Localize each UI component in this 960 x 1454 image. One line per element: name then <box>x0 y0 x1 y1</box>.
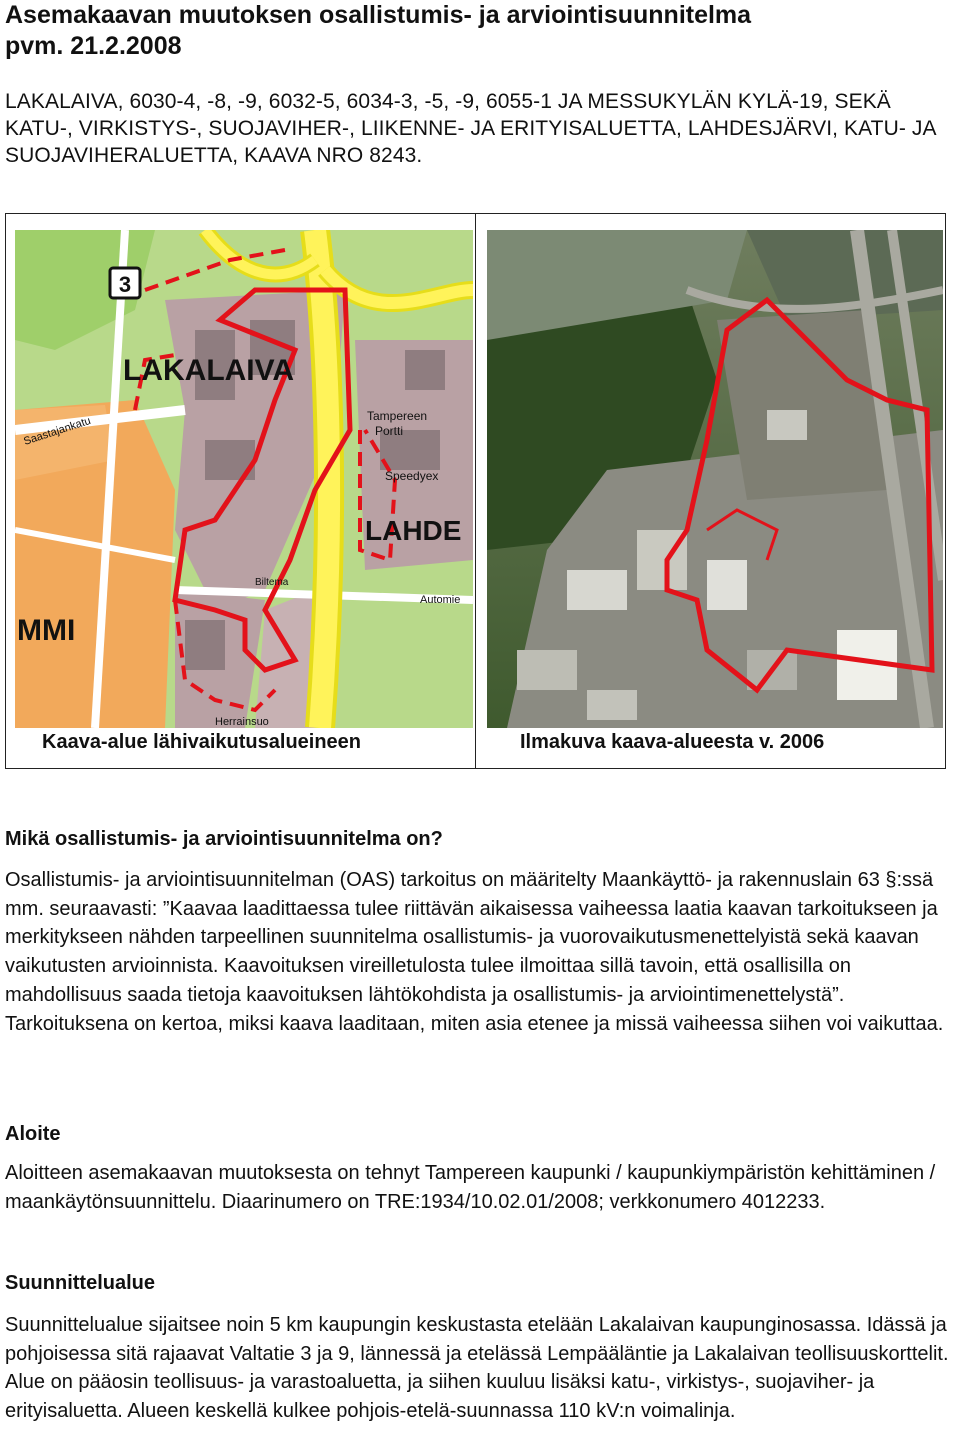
plan-subheading: LAKALAIVA, 6030-4, -8, -9, 6032-5, 6034-3, -5, -9, 6055-1 JA MESSUKYLÄN KYLÄ-19, SEKÄ KATU-, VIRKISTYS-, SUOJAVIHER-, LIIKENNE- JA ERITYISALUETTA, LAHDESJÄRVI, KATU- JA SUOJAVIHERALUETTA, KAAVA NRO 8243. <box>5 90 936 167</box>
map-label-lahde: LAHDE <box>365 515 462 546</box>
title-line-2: pvm. 21.2.2008 <box>5 32 182 60</box>
plan-map <box>15 230 473 728</box>
title-line-1: Asemakaavan muutoksen osallistumis- ja arviointisuunnitelma <box>5 1 752 29</box>
map-label-biltema: Biltema <box>255 577 289 588</box>
aloite-heading: Aloite <box>5 1123 61 1145</box>
question-heading: Mikä osallistumis- ja arviointisuunnitelma on? <box>5 828 443 850</box>
plan-map-graphic <box>15 230 473 728</box>
road-number-label: 3 <box>118 272 132 297</box>
map-label-mmi: MMI <box>17 614 76 647</box>
map-label-lakalaiva: LAKALAIVA <box>123 354 295 387</box>
figure-divider <box>475 214 476 768</box>
map-label-portti: Portti <box>375 424 404 438</box>
aerial-photo <box>487 230 943 728</box>
document-title <box>5 0 955 62</box>
intro-paragraph: Osallistumis- ja arviointisuunnitelman (OAS) tarkoitus on määritelty Maankäyttö- ja rakennuslain 63 §:ssä mm. seuraavasti: ”Kaavaa laadittaessa tulee riittävän aikaisessa vaiheessa laatia kaavan tarkoitukseen ja merkitykseen nähden tarpeellinen suunnitelma osallistumis- ja vuorovaikutusmenettelyistä sekä kaavan vaikutusten arvioinnista. Kaavoituksen vireilletulosta tulee ilmoittaa sillä tavoin, että osallisilla on mahdollisuus saada tietoja kaavoituksen lähtökohdista ja osallistumis- ja arviointimenettelystä”. Tarkoituksena on kertoa, miksi kaava laaditaan, miten asia etenee ja missä vaiheessa siihen voi vaikuttaa. <box>5 869 944 1035</box>
map-label-saastajankatu: Saastajankatu <box>22 414 93 448</box>
right-figure-caption: Ilmakuva kaava-alueesta v. 2006 <box>520 731 825 753</box>
left-figure-caption: Kaava-alue lähivaikutusalueineen <box>42 731 362 753</box>
aloite-paragraph: Aloitteen asemakaavan muutoksesta on tehnyt Tampereen kaupunki / kaupunkiympäristön kehittäminen / maankäytönsuunnittelu. Diaarinumero on TRE:1934/10.02.01/2008; verkkonumero 4012233. <box>5 1162 936 1213</box>
aerial-photo-graphic <box>487 230 943 728</box>
map-label-tampereen: Tampereen <box>367 409 428 423</box>
suunnittelualue-heading: Suunnittelualue <box>5 1272 155 1294</box>
map-label-speedyex: Speedyex <box>385 469 439 483</box>
suunnittelualue-paragraph: Suunnittelualue sijaitsee noin 5 km kaupungin keskustasta etelään Lakalaivan kaupunginosassa. Idässä ja pohjoisessa sitä rajaavat Valtatie 3 ja 9, lännessä ja etelässä Lempääläntie ja Lakalaivan teollisuuskorttelit. Alue on pääosin teollisuus- ja varastoaluetta, ja siihen kuuluu lisäksi katu-, virkistys-, suojaviher- ja erityisaluetta. Alueen keskellä kulkee pohjois-etelä-suunnassa 110 kV:n voimalinja. <box>5 1314 949 1423</box>
map-label-herrainsuo: Herrainsuo <box>215 716 269 728</box>
map-label-automie: Automie <box>420 594 461 606</box>
figure-box <box>5 213 946 769</box>
